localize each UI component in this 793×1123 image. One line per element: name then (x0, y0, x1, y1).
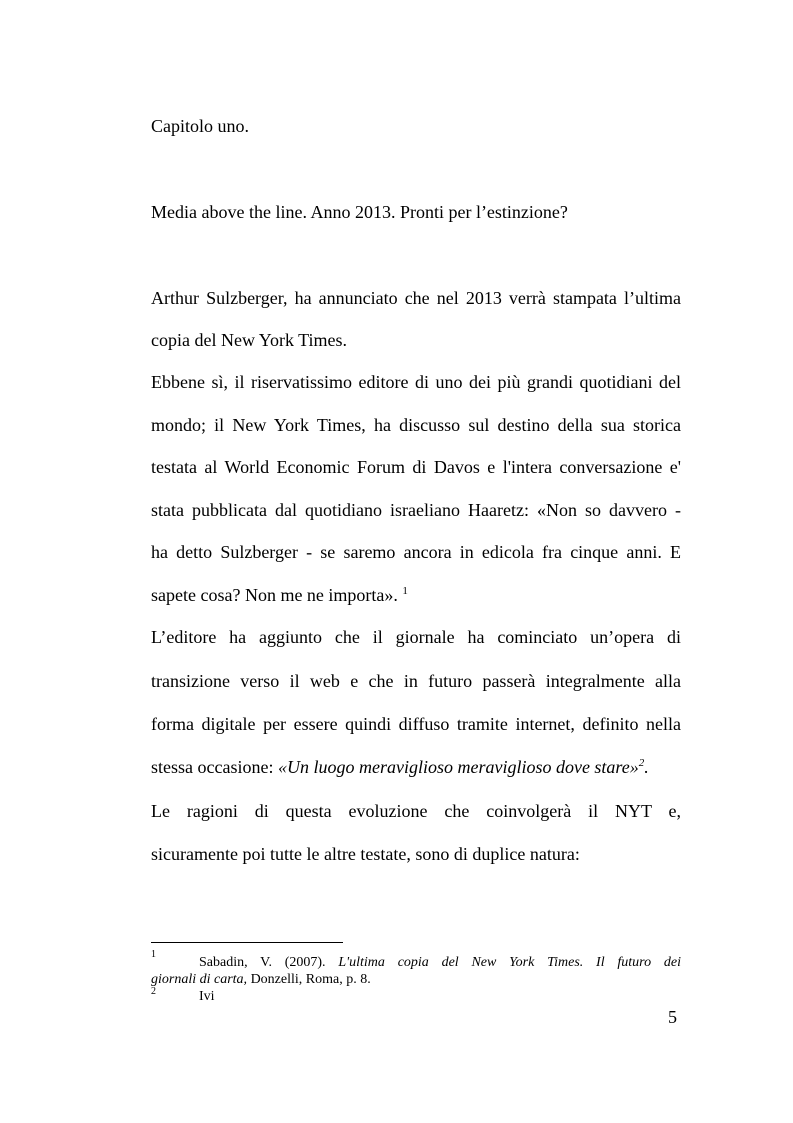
body-text: . (644, 757, 649, 777)
chapter-title: Capitolo uno. (151, 116, 249, 136)
body-line: L’editore ha aggiunto che il giornale ha cominciato un’opera di (151, 627, 681, 647)
body-text: stessa occasione: (151, 757, 278, 777)
body-line: Le ragioni di questa evoluzione che coinvolgerà il NYT e, (151, 801, 681, 821)
footnote-text: Ivi (199, 989, 215, 1004)
footnote-number: 1 (151, 949, 156, 960)
footnote-ref: 1 (402, 585, 408, 597)
body-line: Arthur Sulzberger, ha annunciato che nel 2013 verrà stampata l’ultima (151, 288, 681, 308)
footnote-publisher: Donzelli, Roma, p. 8. (247, 972, 371, 987)
body-line: Ebbene sì, il riservatissimo editore di uno dei più grandi quotidiani del (151, 372, 681, 392)
body-line: ha detto Sulzberger - se saremo ancora in edicola fra cinque anni. E (151, 542, 681, 562)
body-line: copia del New York Times. (151, 330, 348, 350)
footnote-author: Sabadin, V. (2007). (199, 955, 339, 970)
body-line: testata al World Economic Forum di Davos e l'intera conversazione e' (151, 457, 681, 477)
body-line: mondo; il New York Times, ha discusso sul destino della sua storica (151, 415, 681, 435)
footnote-ref: 2 (638, 757, 645, 769)
body-line: stata pubblicata dal quotidiano israeliano Haaretz: «Non so davvero - (151, 500, 681, 520)
body-line: sicuramente poi tutte le altre testate, sono di duplice natura: (151, 844, 580, 864)
body-text: sapete cosa? Non me ne importa». (151, 585, 398, 605)
section-heading: Media above the line. Anno 2013. Pronti per l’estinzione? (151, 202, 568, 222)
quote-text: «Un luogo meraviglioso meraviglioso dove stare» (277, 757, 639, 777)
footnote-text (151, 954, 681, 971)
body-line (151, 756, 681, 778)
footnote-separator (151, 942, 343, 943)
body-line: forma digitale per essere quindi diffuso tramite internet, definito nella (151, 714, 681, 734)
footnote-number: 2 (151, 986, 156, 997)
footnote-text (151, 971, 681, 988)
page-number: 5 (668, 1007, 677, 1027)
body-line: transizione verso il web e che in futuro passerà integralmente alla (151, 671, 681, 691)
footnote-title: giornali di carta, (151, 972, 248, 987)
footnote-title: L'ultima copia del New York Times. Il futuro dei (338, 955, 681, 970)
body-line (151, 584, 681, 606)
